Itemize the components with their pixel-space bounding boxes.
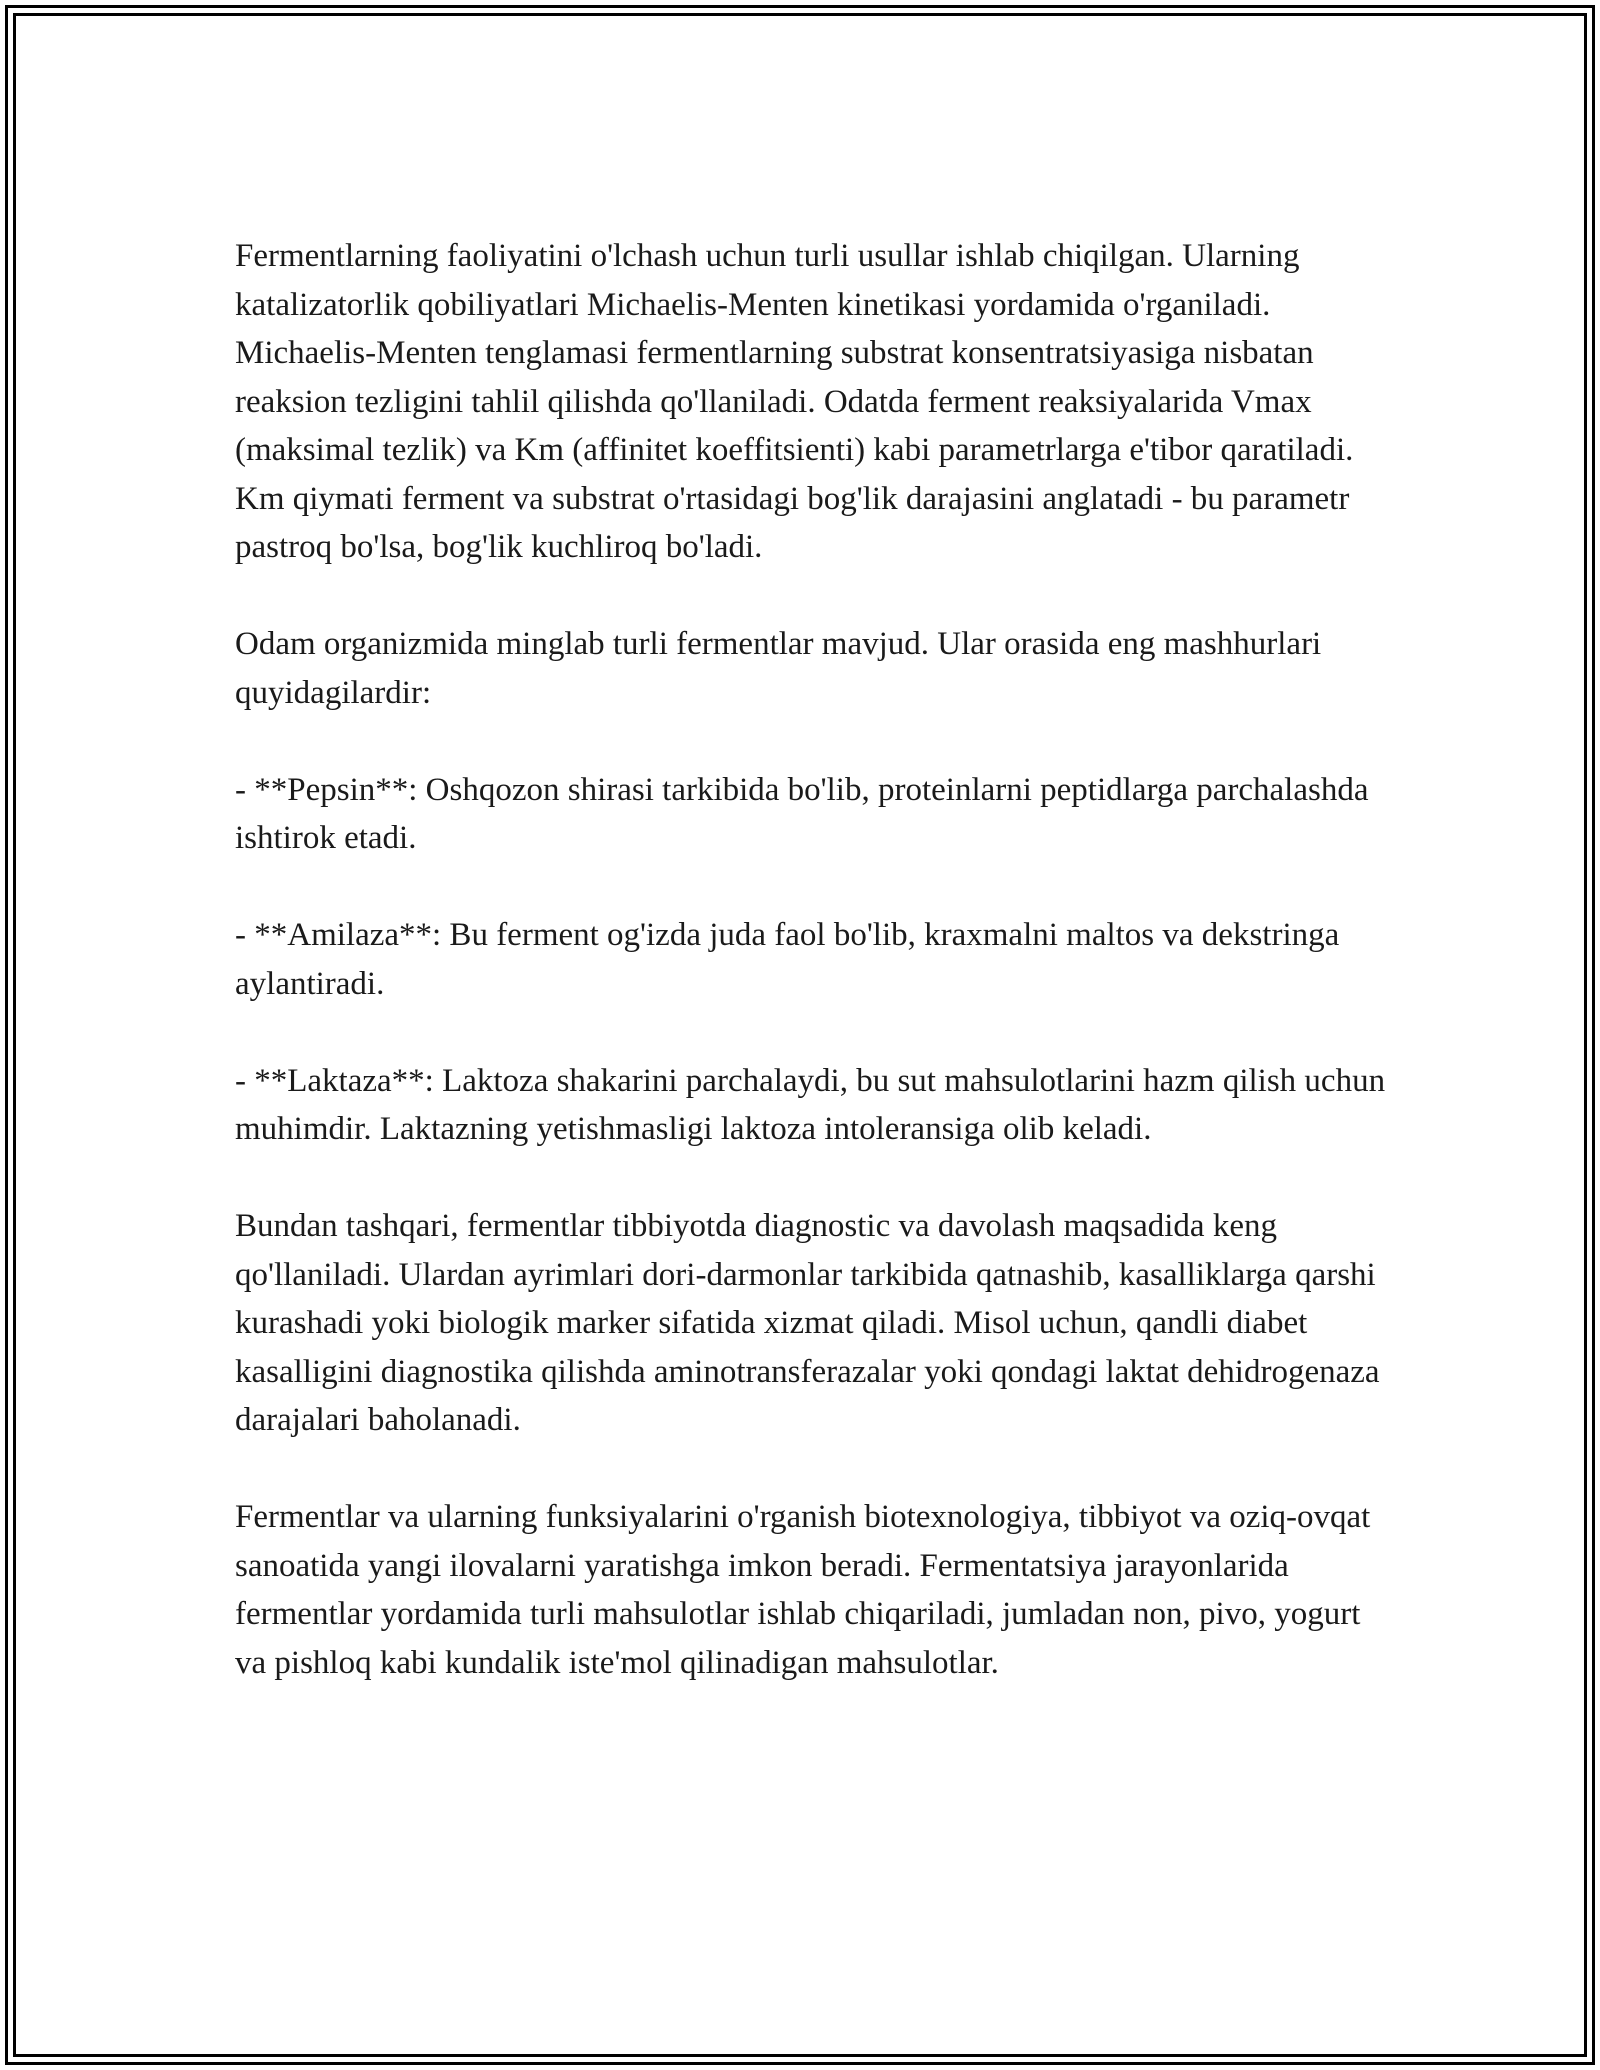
paragraph-enzymes-intro: Odam organizmida minglab turli fermentlar mavjud. Ular orasida eng mashhurlari quyidagilardir: xyxy=(235,626,1322,711)
list-item-pepsin: - **Pepsin**: Oshqozon shirasi tarkibida bo'lib, proteinlarni peptidlarga parchalashda ishtirok etadi. xyxy=(235,771,1369,856)
paragraph-biotechnology: Fermentlar va ularning funksiyalarini o'rganish biotexnologiya, tibbiyot va oziq-ovqat sanoatida yangi ilovalarni yaratishga imkon beradi. Fermentatsiya jarayonlarida fermentlar yordamida turli mahsulotlar ishlab chiqariladi, jumladan non, pivo, yogurt va pishloq kabi kundalik iste'mol qilinadigan mahsulotlar. xyxy=(235,1499,1371,1681)
list-item-laktaza: - **Laktaza**: Laktoza shakarini parchalaydi, bu sut mahsulotlarini hazm qilish uchun muhimdir. Laktazning yetishmasligi laktoza intoleransiga olib keladi. xyxy=(235,1062,1386,1147)
paragraph-medicine: Bundan tashqari, fermentlar tibbiyotda diagnostic va davolash maqsadida keng qo'llaniladi. Ulardan ayrimlari dori-darmonlar tarkibida qatnashib, kasalliklarga qarshi kurashadi yoki biologik marker sifatida xizmat qiladi. Misol uchun, qandli diabet kasalligini diagnostika qilishda aminotransferazalar yoki qondagi laktat dehidrogenaza darajalari baholanadi. xyxy=(235,1208,1380,1438)
list-item-amilaza: - **Amilaza**: Bu ferment og'izda juda faol bo'lib, kraxmalni maltos va dekstringa aylantiradi. xyxy=(235,917,1340,1002)
document-body xyxy=(235,232,1395,1736)
paragraph-michaelis-menten: Fermentlarning faoliyatini o'lchash uchun turli usullar ishlab chiqilgan. Ularning katalizatorlik qobiliyatlari Michaelis-Menten kinetikasi yordamida o'rganiladi. Michaelis-Menten tenglamasi fermentlarning substrat konsentratsiyasiga nisbatan reaksion tezligini tahlil qilishda qo'llaniladi. Odatda ferment reaksiyalarida Vmax (maksimal tezlik) va Km (affinitet koeffitsienti) kabi parametrlarga e'tibor qaratiladi. Km qiymati ferment va substrat o'rtasidagi bog'lik darajasini anglatadi - bu parametr pastroq bo'lsa, bog'lik kuchliroq bo'ladi. xyxy=(235,238,1354,565)
